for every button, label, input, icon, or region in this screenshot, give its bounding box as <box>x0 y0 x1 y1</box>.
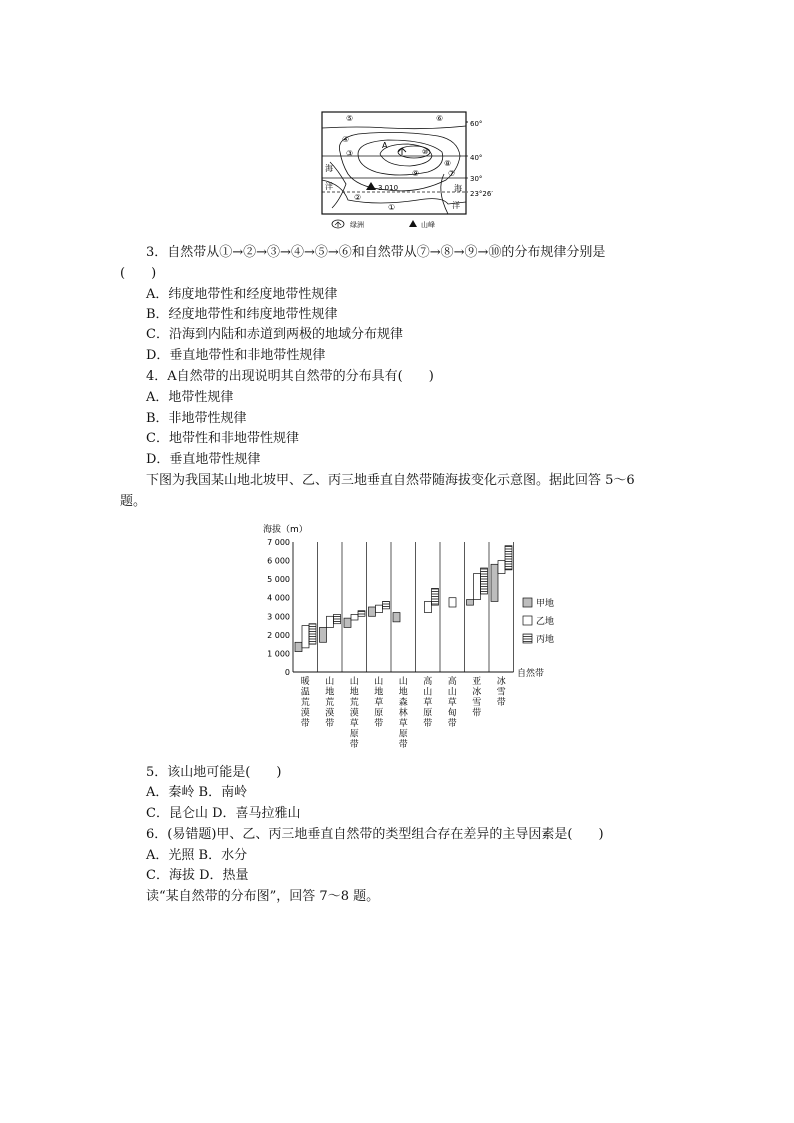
y-tick-label: 0 <box>284 668 290 677</box>
peak-value: 3 010 <box>378 184 399 192</box>
bar-甲地 <box>467 600 474 606</box>
y-tick-label: 6 000 <box>267 556 290 566</box>
intro-7-8: 读“某自然带的分布图”，回答 7～8 题。 <box>146 889 380 904</box>
ocean-left-1: 海 <box>325 164 333 173</box>
vertical-zone-chart <box>255 518 555 758</box>
x-tick-label: 山地荒漠草原带 <box>349 677 359 750</box>
zone-label-10: ⑩ <box>422 148 429 156</box>
legend-label: 甲地 <box>536 599 555 609</box>
q3-paren: ( ) <box>120 266 157 281</box>
intro-5-6-line2: 题。 <box>120 494 147 509</box>
x-tick-label: 暖温荒漠带 <box>300 677 310 729</box>
q3-stem: 3．自然带从①→②→③→④→⑤→⑥和自然带从⑦→⑧→⑨→⑩的分布规律分别是 <box>146 245 606 260</box>
ocean-right-2: 洋 <box>452 201 460 210</box>
q5-stem: 5．该山地可能是( ) <box>146 765 282 780</box>
bar-丙地 <box>505 546 512 570</box>
legend-label: 丙地 <box>536 635 555 645</box>
zone-label-1: ① <box>388 203 396 212</box>
bar-丙地 <box>432 588 439 605</box>
natural-zone-map <box>318 108 528 233</box>
bar-乙地 <box>351 614 358 620</box>
lat-40: 40° <box>470 154 483 162</box>
ocean-left-2: 洋 <box>325 182 333 191</box>
bar-丙地 <box>383 601 390 608</box>
q3-option-a: A．纬度地带性和经度地带性规律 <box>146 287 338 302</box>
zone-label-8: ⑧ <box>444 159 452 168</box>
bar-乙地 <box>327 616 334 627</box>
x-tick-label: 山地荒漠带 <box>325 677 335 729</box>
y-tick-label: 4 000 <box>267 593 290 603</box>
bar-甲地 <box>295 642 302 651</box>
oasis-icon <box>332 220 344 228</box>
y-tick-label: 7 000 <box>267 538 290 547</box>
q3-option-b: B．经度地带性和纬度地带性规律 <box>146 307 338 322</box>
x-tick-label: 山地草原带 <box>374 677 384 729</box>
bar-乙地 <box>498 561 505 574</box>
bar-丙地 <box>358 611 365 617</box>
peak-icon <box>409 220 417 227</box>
chart-xlabel: 自然带 <box>517 669 545 679</box>
zone-label-7: ⑦ <box>448 169 456 178</box>
zone-label-6: ⑥ <box>436 114 444 123</box>
q4-option-a: A．地带性规律 <box>146 390 234 405</box>
x-tick-label: 冰雪带 <box>496 677 506 708</box>
legend-swatch <box>523 598 532 607</box>
zone-label-9: ⑨ <box>412 169 420 178</box>
bar-乙地 <box>425 601 432 612</box>
zone-label-3: ③ <box>346 149 354 158</box>
intro-5-6-line1: 下图为我国某山地北坡甲、乙、丙三地垂直自然带随海拔变化示意图。据此回答 5～6 <box>146 473 635 488</box>
q3-option-d: D．垂直地带性和非地带性规律 <box>146 348 326 363</box>
zone-label-5: ⑤ <box>346 114 354 123</box>
ocean-right-1: 海 <box>454 184 462 193</box>
x-tick-label: 高山草原带 <box>423 677 433 729</box>
bar-丙地 <box>481 568 488 594</box>
y-tick-label: 5 000 <box>267 575 290 585</box>
legend-swatch <box>523 634 532 643</box>
bar-甲地 <box>320 627 327 642</box>
legend-oasis: 绿洲 <box>350 221 364 229</box>
zone-label-2: ② <box>354 193 362 202</box>
y-tick-label: 2 000 <box>267 630 290 640</box>
y-tick-label: 1 000 <box>267 649 290 659</box>
point-a-label: A <box>382 141 388 150</box>
q6-stem: 6．(易错题)甲、乙、丙三地垂直自然带的类型组合存在差异的主导因素是( ) <box>146 827 604 842</box>
x-tick-label: 亚冰雪带 <box>472 677 482 719</box>
bar-丙地 <box>334 614 341 623</box>
bar-乙地 <box>474 574 481 600</box>
y-tick-label: 3 000 <box>267 612 290 622</box>
q6-option-ab: A．光照 B．水分 <box>146 848 248 863</box>
q5-option-cd: C．昆仑山 D．喜马拉雅山 <box>146 806 301 821</box>
lat-tropic: 23°26′ <box>470 190 493 198</box>
x-tick-label: 山地森林草原带 <box>398 677 408 750</box>
legend-label: 乙地 <box>536 617 555 627</box>
lat-60: 60° <box>470 120 483 128</box>
q4-option-d: D．垂直地带性规律 <box>146 452 261 467</box>
bar-乙地 <box>449 598 456 607</box>
bar-乙地 <box>302 626 309 648</box>
bar-甲地 <box>344 618 351 627</box>
lat-30: 30° <box>470 175 483 183</box>
bar-乙地 <box>376 605 383 612</box>
legend-peak: 山峰 <box>421 221 435 229</box>
q4-option-c: C．地带性和非地带性规律 <box>146 431 299 446</box>
q6-option-cd: C．海拔 D．热量 <box>146 868 249 883</box>
legend-swatch <box>523 616 532 625</box>
x-tick-label: 高山草甸带 <box>447 677 457 729</box>
q5-option-ab: A．秦岭 B．南岭 <box>146 785 248 800</box>
bar-甲地 <box>393 613 400 622</box>
zone-label-4: ④ <box>342 135 350 144</box>
bar-丙地 <box>309 624 316 644</box>
q4-stem: 4．A自然带的出现说明其自然带的分布具有( ) <box>146 369 434 384</box>
q4-option-b: B．非地带性规律 <box>146 411 247 426</box>
bar-甲地 <box>491 564 498 601</box>
q3-option-c: C．沿海到内陆和赤道到两极的地域分布规律 <box>146 327 403 342</box>
chart-ylabel: 海拔（m） <box>263 525 308 535</box>
bar-甲地 <box>369 607 376 616</box>
